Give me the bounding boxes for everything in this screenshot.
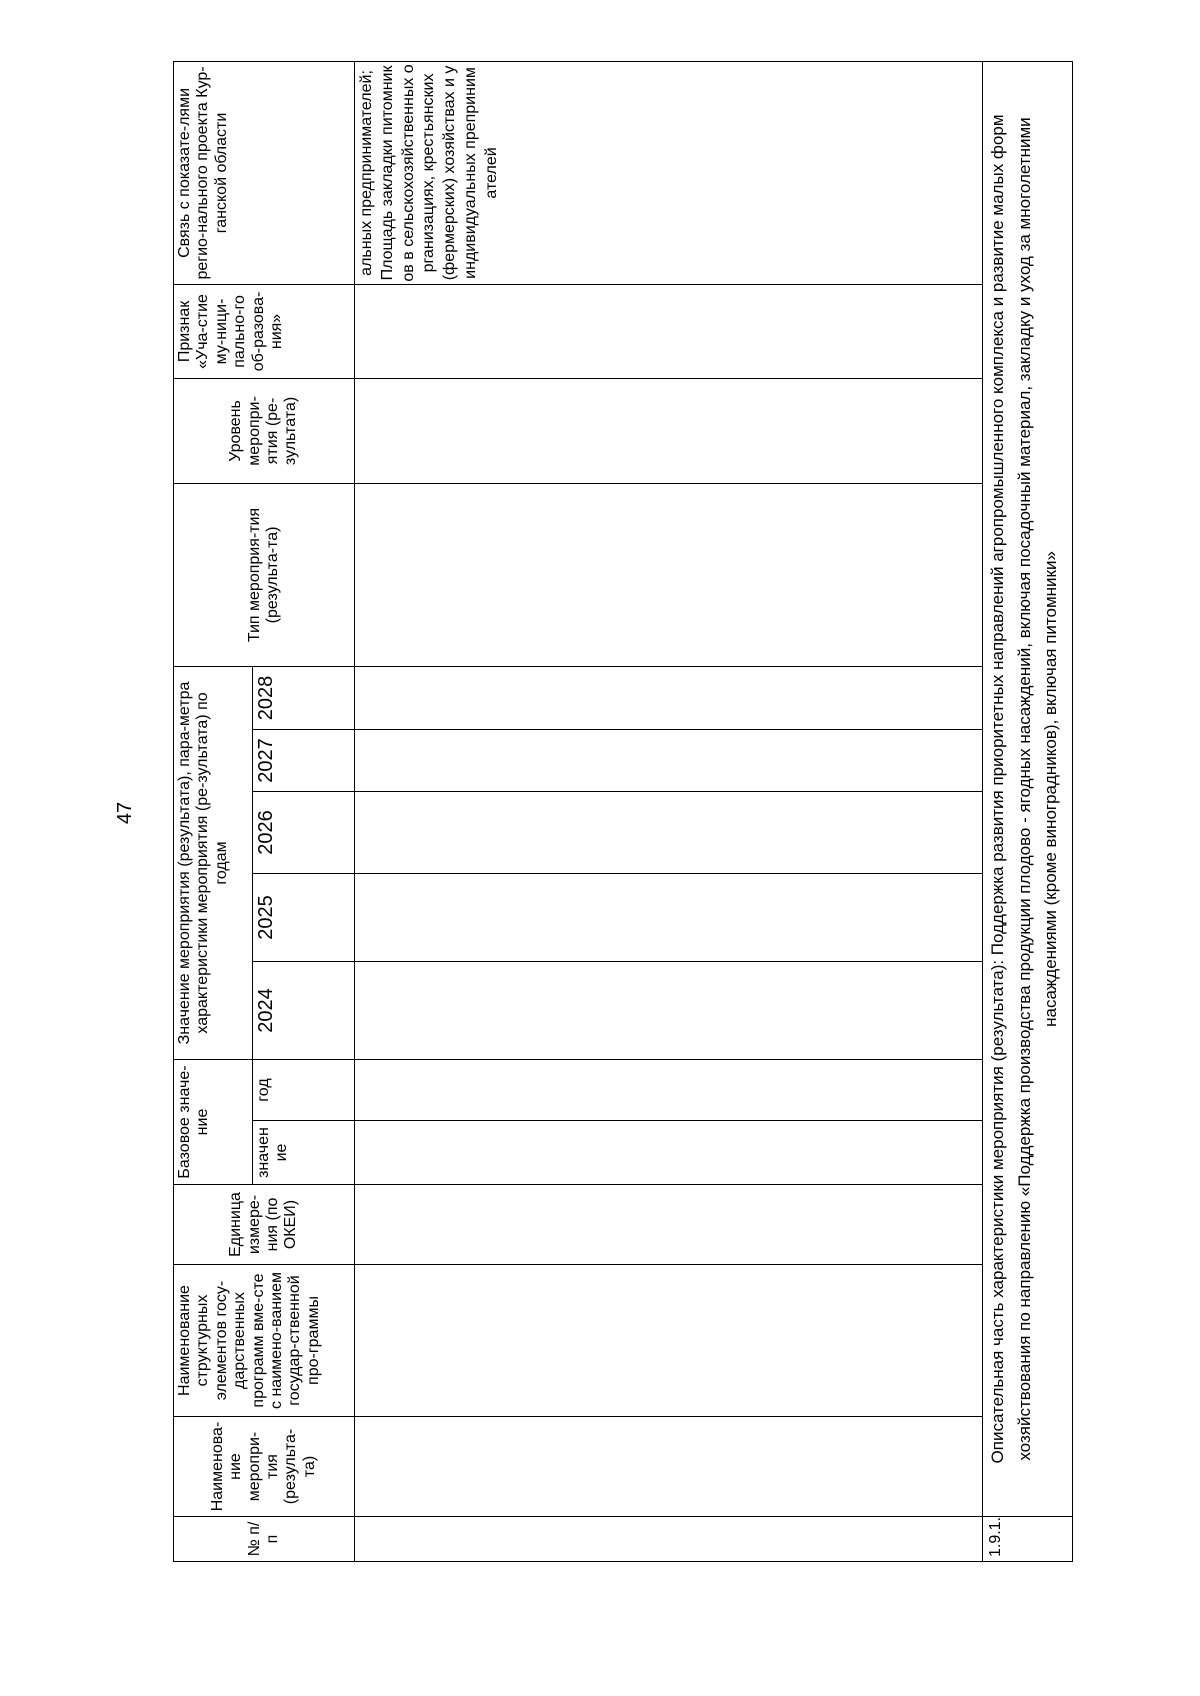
header-year-2026: 2026 [252, 791, 354, 873]
header-name: Наименова-ние меропри-тия (результа-та) [174, 1417, 355, 1517]
header-year-2027: 2027 [252, 729, 354, 791]
page-number [112, 793, 138, 833]
cell-2028 [355, 666, 983, 729]
section-description: Описательная часть характеристики мероприятия (результата): Поддержка развития приоритетных направлений агропромышленного комплекса и развитие малых форм хозяйствования по направлению «Поддержка производства продукции плодово - ягодных насаждений, включая посадочный материал, закладку и уход за многолетними насаждениями (кроме виноградников), включая питомники» [983, 61, 1073, 1516]
measures-table [173, 61, 1073, 1562]
cell-2027 [355, 729, 983, 791]
rotated-table-wrapper [173, 62, 1073, 1562]
cell-municipal [355, 284, 983, 378]
header-base: Базовое значе-ние [174, 1059, 253, 1184]
cell-2026 [355, 791, 983, 873]
header-structure: Наименование структурных элементов госу-дарственных программ вме-сте с наимено-ванием государ-ственной про-граммы [174, 1265, 355, 1417]
header-base-value: значен ие [252, 1121, 354, 1185]
header-level: Уровень меропри-ятия (ре-зультата) [174, 378, 355, 483]
header-year-2024: 2024 [252, 961, 354, 1059]
cell-base-value [355, 1121, 983, 1185]
cell-2024 [355, 961, 983, 1059]
cell-2025 [355, 873, 983, 961]
header-unit: Единица измере-ния (по ОКЕИ) [174, 1185, 355, 1265]
header-link: Связь с показате-лями регио-нального проекта Кур-ганской области [174, 61, 355, 284]
page-number-text: 47 [114, 801, 136, 825]
cell-base-year [355, 1059, 983, 1120]
header-base-year: год [252, 1059, 354, 1120]
header-municipal: Признак «Уча-стие му-ници-пально-го об-разова-ния» [174, 284, 355, 378]
header-values-by-year: Значение мероприятия (результата), пара-метра характеристики мероприятия (ре-зультата) по годам [174, 666, 253, 1059]
header-year-2028: 2028 [252, 666, 354, 729]
cell-structure [355, 1265, 983, 1417]
header-num: № п/п [174, 1517, 355, 1562]
cell-name [355, 1417, 983, 1517]
cell-unit [355, 1185, 983, 1265]
cell-level [355, 378, 983, 483]
section-number: 1.9.1. [983, 1517, 1073, 1562]
header-year-2025: 2025 [252, 873, 354, 961]
header-type: Тип мероприя-тия (результа-та) [174, 483, 355, 666]
cell-num [355, 1517, 983, 1562]
cell-type [355, 483, 983, 666]
cell-link: альных предпринимателей; Площадь закладки питомников в сельскохозяйственных организациях, крестьянских (фермерских) хозяйствах и у индивидуальных препринимателей [355, 61, 983, 284]
